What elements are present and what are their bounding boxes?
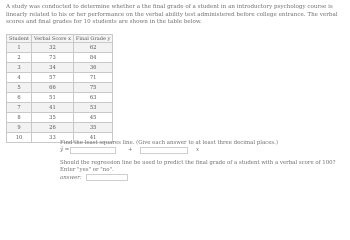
answer-input[interactable] [86, 174, 128, 181]
cell-final-grade: 84 [73, 53, 112, 63]
table-header-row [7, 35, 113, 43]
answer-label: answer: [60, 175, 82, 181]
cell-student: 1 [7, 43, 32, 53]
cell-verbal-score: 51 [32, 93, 74, 103]
cell-student: 8 [7, 113, 32, 123]
cell-student: 5 [7, 83, 32, 93]
regression-equation [60, 147, 210, 156]
table-row [7, 53, 113, 63]
cell-final-grade: 75 [73, 83, 112, 93]
cell-verbal-score: 41 [32, 103, 74, 113]
cell-verbal-score: 57 [32, 73, 74, 83]
x-variable: x [196, 147, 200, 153]
question-predict: Should the regression line be used to predict the final grade of a student with a verbal score of 100? Enter "yes" or "no". [60, 160, 336, 174]
header-student: Student [7, 35, 32, 43]
cell-final-grade: 53 [73, 103, 112, 113]
table-row [7, 103, 113, 113]
cell-final-grade: 35 [73, 123, 112, 133]
table-row [7, 43, 113, 53]
cell-verbal-score: 73 [32, 53, 74, 63]
cell-final-grade: 41 [73, 133, 112, 143]
table-row [7, 83, 113, 93]
cell-student: 10 [7, 133, 32, 143]
table-row [7, 93, 113, 103]
answer-row [60, 175, 82, 181]
question-least-squares: Find the least squares line. (Give each answer to at least three decimal places.) [60, 140, 278, 146]
cell-verbal-score: 34 [32, 63, 74, 73]
header-verbal-score: Verbal Score x [32, 35, 74, 43]
data-table [6, 34, 113, 143]
cell-student: 7 [7, 103, 32, 113]
plus-sign: + [128, 147, 133, 153]
cell-final-grade: 63 [73, 93, 112, 103]
table-row [7, 73, 113, 83]
cell-student: 2 [7, 53, 32, 63]
cell-final-grade: 45 [73, 113, 112, 123]
cell-verbal-score: 26 [32, 123, 74, 133]
cell-verbal-score: 35 [32, 113, 74, 123]
cell-final-grade: 71 [73, 73, 112, 83]
cell-verbal-score: 66 [32, 83, 74, 93]
cell-student: 3 [7, 63, 32, 73]
cell-student: 9 [7, 123, 32, 133]
cell-verbal-score: 33 [32, 133, 74, 143]
cell-final-grade: 62 [73, 43, 112, 53]
table-row [7, 63, 113, 73]
slope-input[interactable] [140, 147, 188, 154]
table-row [7, 113, 113, 123]
y-hat-label: ŷ = [60, 147, 70, 153]
table-row [7, 123, 113, 133]
header-final-grade: Final Grade y [73, 35, 112, 43]
cell-student: 6 [7, 93, 32, 103]
cell-final-grade: 36 [73, 63, 112, 73]
cell-student: 4 [7, 73, 32, 83]
intercept-input[interactable] [70, 147, 116, 154]
cell-verbal-score: 32 [32, 43, 74, 53]
problem-intro: A study was conducted to determine whether a the final grade of a student in an introductory psychology course is linearly related to his or her performance on the verbal ability test administered before college entrance. The verbal scores and final grades for 10 students are shown in the table below. [6, 4, 338, 26]
